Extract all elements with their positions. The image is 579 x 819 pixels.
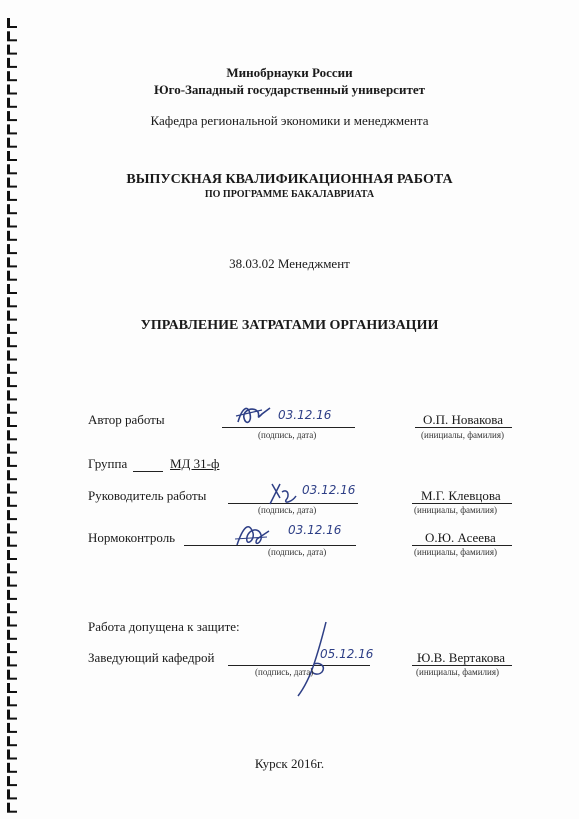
binding-hole bbox=[7, 789, 17, 799]
binding-hole bbox=[7, 590, 17, 600]
binding-hole bbox=[7, 45, 17, 55]
author-label: Автор работы bbox=[88, 412, 165, 427]
binding-hole bbox=[7, 683, 17, 693]
binding-hole bbox=[7, 510, 17, 520]
binding-hole bbox=[7, 404, 17, 414]
binding-hole bbox=[7, 457, 17, 467]
binding-hole bbox=[7, 643, 17, 653]
binding-hole bbox=[7, 537, 17, 547]
supervisor-name-hint: (инициалы, фамилия) bbox=[414, 505, 497, 515]
binding-hole bbox=[7, 523, 17, 533]
department-name: Кафедра региональной экономики и менеджмента bbox=[150, 113, 429, 128]
binding-hole bbox=[7, 417, 17, 427]
binding-hole bbox=[7, 670, 17, 680]
head-name-line bbox=[412, 665, 512, 666]
normcontrol-label: Нормоконтроль bbox=[88, 530, 176, 545]
binding-hole bbox=[7, 550, 17, 560]
author-date: 03.12.16 bbox=[278, 408, 332, 422]
binding-hole bbox=[7, 723, 17, 733]
normcontrol-name: О.Ю. Асеева bbox=[425, 530, 496, 545]
supervisor-name: М.Г. Клевцова bbox=[421, 488, 501, 503]
binding-hole bbox=[7, 470, 17, 480]
group-label: Группа bbox=[88, 456, 128, 471]
author-name-hint: (инициалы, фамилия) bbox=[421, 430, 504, 440]
normcontrol-signature-hint: (подпись, дата) bbox=[268, 547, 327, 557]
binding-hole bbox=[7, 630, 17, 640]
binding-hole bbox=[7, 603, 17, 613]
binding-hole bbox=[7, 271, 17, 281]
supervisor-name-line bbox=[412, 503, 512, 504]
head-name: Ю.В. Вертакова bbox=[417, 650, 506, 665]
binding-hole bbox=[7, 364, 17, 374]
head-signature-hint: (подпись, дата) bbox=[255, 667, 314, 677]
binding-hole bbox=[7, 377, 17, 387]
binding-hole bbox=[7, 736, 17, 746]
head-name-hint: (инициалы, фамилия) bbox=[416, 667, 499, 677]
binding-hole bbox=[7, 710, 17, 720]
binding-hole bbox=[7, 284, 17, 294]
head-label: Заведующий кафедрой bbox=[88, 650, 215, 665]
binding-hole bbox=[7, 444, 17, 454]
binding-hole bbox=[7, 803, 17, 813]
binding-hole bbox=[7, 337, 17, 347]
binding-hole bbox=[7, 484, 17, 494]
ministry-name: Минобрнауки России bbox=[226, 65, 353, 80]
binding-hole bbox=[7, 776, 17, 786]
binding-hole bbox=[7, 390, 17, 400]
binding-hole bbox=[7, 98, 17, 108]
binding-hole bbox=[7, 696, 17, 706]
head-date: 05.12.16 bbox=[320, 647, 374, 661]
binding-hole bbox=[7, 497, 17, 507]
binding-hole bbox=[7, 617, 17, 627]
author-signature-hint: (подпись, дата) bbox=[258, 430, 317, 440]
normcontrol-name-line bbox=[412, 545, 512, 546]
supervisor-label: Руководитель работы bbox=[88, 488, 207, 503]
thesis-title: УПРАВЛЕНИЕ ЗАТРАТАМИ ОРГАНИЗАЦИИ bbox=[140, 318, 439, 333]
work-program: ПО ПРОГРАММЕ БАКАЛАВРИАТА bbox=[204, 189, 375, 200]
university-name: Юго-Западный государственный университет bbox=[154, 82, 425, 97]
specialty: 38.03.02 Менеджмент bbox=[229, 256, 350, 271]
group-line-left bbox=[133, 471, 163, 472]
supervisor-date: 03.12.16 bbox=[302, 483, 356, 497]
city-year: Курск 2016г. bbox=[254, 756, 325, 771]
binding-hole bbox=[7, 138, 17, 148]
binding-hole bbox=[7, 18, 17, 28]
binding-hole bbox=[7, 577, 17, 587]
group-value: МД 31-ф bbox=[170, 456, 220, 471]
binding-hole bbox=[7, 31, 17, 41]
binding-hole bbox=[7, 231, 17, 241]
binding-hole bbox=[7, 218, 17, 228]
author-signature bbox=[232, 400, 277, 430]
binding-hole bbox=[7, 351, 17, 361]
normcontrol-date: 03.12.16 bbox=[288, 523, 342, 537]
binding-hole bbox=[7, 151, 17, 161]
binding-hole bbox=[7, 563, 17, 573]
supervisor-signature-hint: (подпись, дата) bbox=[258, 505, 317, 515]
binding-hole bbox=[7, 430, 17, 440]
binding-hole bbox=[7, 204, 17, 214]
author-name-line bbox=[415, 427, 512, 428]
binding-hole bbox=[7, 297, 17, 307]
admitted-to-defense: Работа допущена к защите: bbox=[88, 619, 240, 634]
binding-hole bbox=[7, 656, 17, 666]
binding-hole bbox=[7, 244, 17, 254]
normcontrol-name-hint: (инициалы, фамилия) bbox=[414, 547, 497, 557]
author-name: О.П. Новакова bbox=[423, 412, 504, 427]
work-type: ВЫПУСКНАЯ КВАЛИФИКАЦИОННАЯ РАБОТА bbox=[126, 172, 453, 187]
